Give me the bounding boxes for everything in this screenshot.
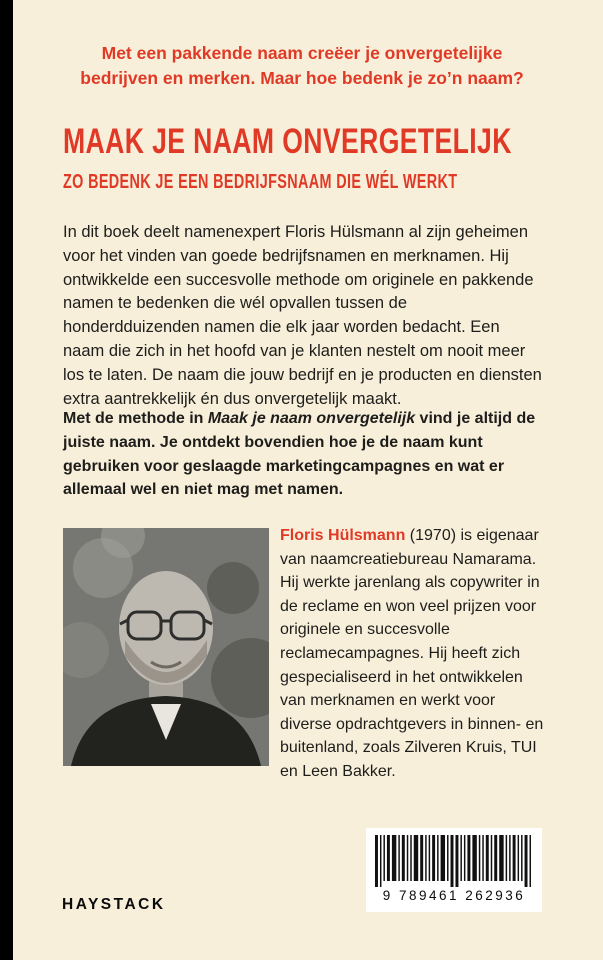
book-subtitle: ZO BEDENK JE EEN BEDRIJFSNAAM DIE WÉL WERKT	[63, 171, 458, 193]
method-title-italic: Maak je naam onvergetelijk	[207, 410, 416, 427]
author-portrait-illustration	[63, 528, 269, 766]
method-paragraph	[63, 407, 545, 502]
author-photo	[63, 528, 269, 766]
method-text-suffix: vind je altijd de juiste naam. Je ontdekt bovendien hoe je de naam kunt gebruiken voor geslaagde marketingcampagnes en wat er allemaal wel en niet mag met namen.	[63, 410, 536, 499]
description-paragraph: In dit boek deelt namenexpert Floris Hülsmann al zijn geheimen voor het vinden van goede bedrijfsnamen en merknamen. Hij ontwikkelde een succesvolle methode om originele en pakkende namen te bedenken die wél opvallen tussen de honderdduizenden namen die elk jaar worden bedacht. Een naam die zich in het hoofd van je klanten nestelt om nooit meer los te laten. De naam die jouw bedrijf en je producten en diensten extra aantrekkelijk én dus onvergetelijk maakt.	[63, 223, 542, 408]
book-title: MAAK JE NAAM ONVERGETELIJK	[63, 122, 512, 161]
barcode-number: 9 789461 262936	[382, 888, 526, 903]
author-name: Floris Hülsmann	[280, 527, 406, 544]
spine-strip	[0, 0, 13, 960]
barcode	[366, 828, 542, 912]
tagline: Met een pakkende naam creëer je onvergetelijke bedrijven en merken. Maar hoe bedenk je zo’n naam?	[80, 43, 524, 88]
barcode-bars	[375, 835, 533, 887]
author-section	[63, 524, 545, 780]
method-text-prefix: Met de methode in	[63, 410, 208, 427]
author-bio-text: (1970) is eigenaar van naamcreatiebureau Namarama. Hij werkte jarenlang als copywriter in de reclame en won veel prijzen voor originele en succesvolle reclamecampagnes. Hij heeft zich gespecialiseerd in het ontwikkelen van merknamen en werkt voor diverse opdrachtgevers in binnen- en buitenland, zoals Zilveren Kruis, TUI en Leen Bakker.	[280, 527, 544, 780]
author-bio	[280, 524, 545, 784]
publisher-logo: HAYSTACK	[62, 896, 166, 913]
